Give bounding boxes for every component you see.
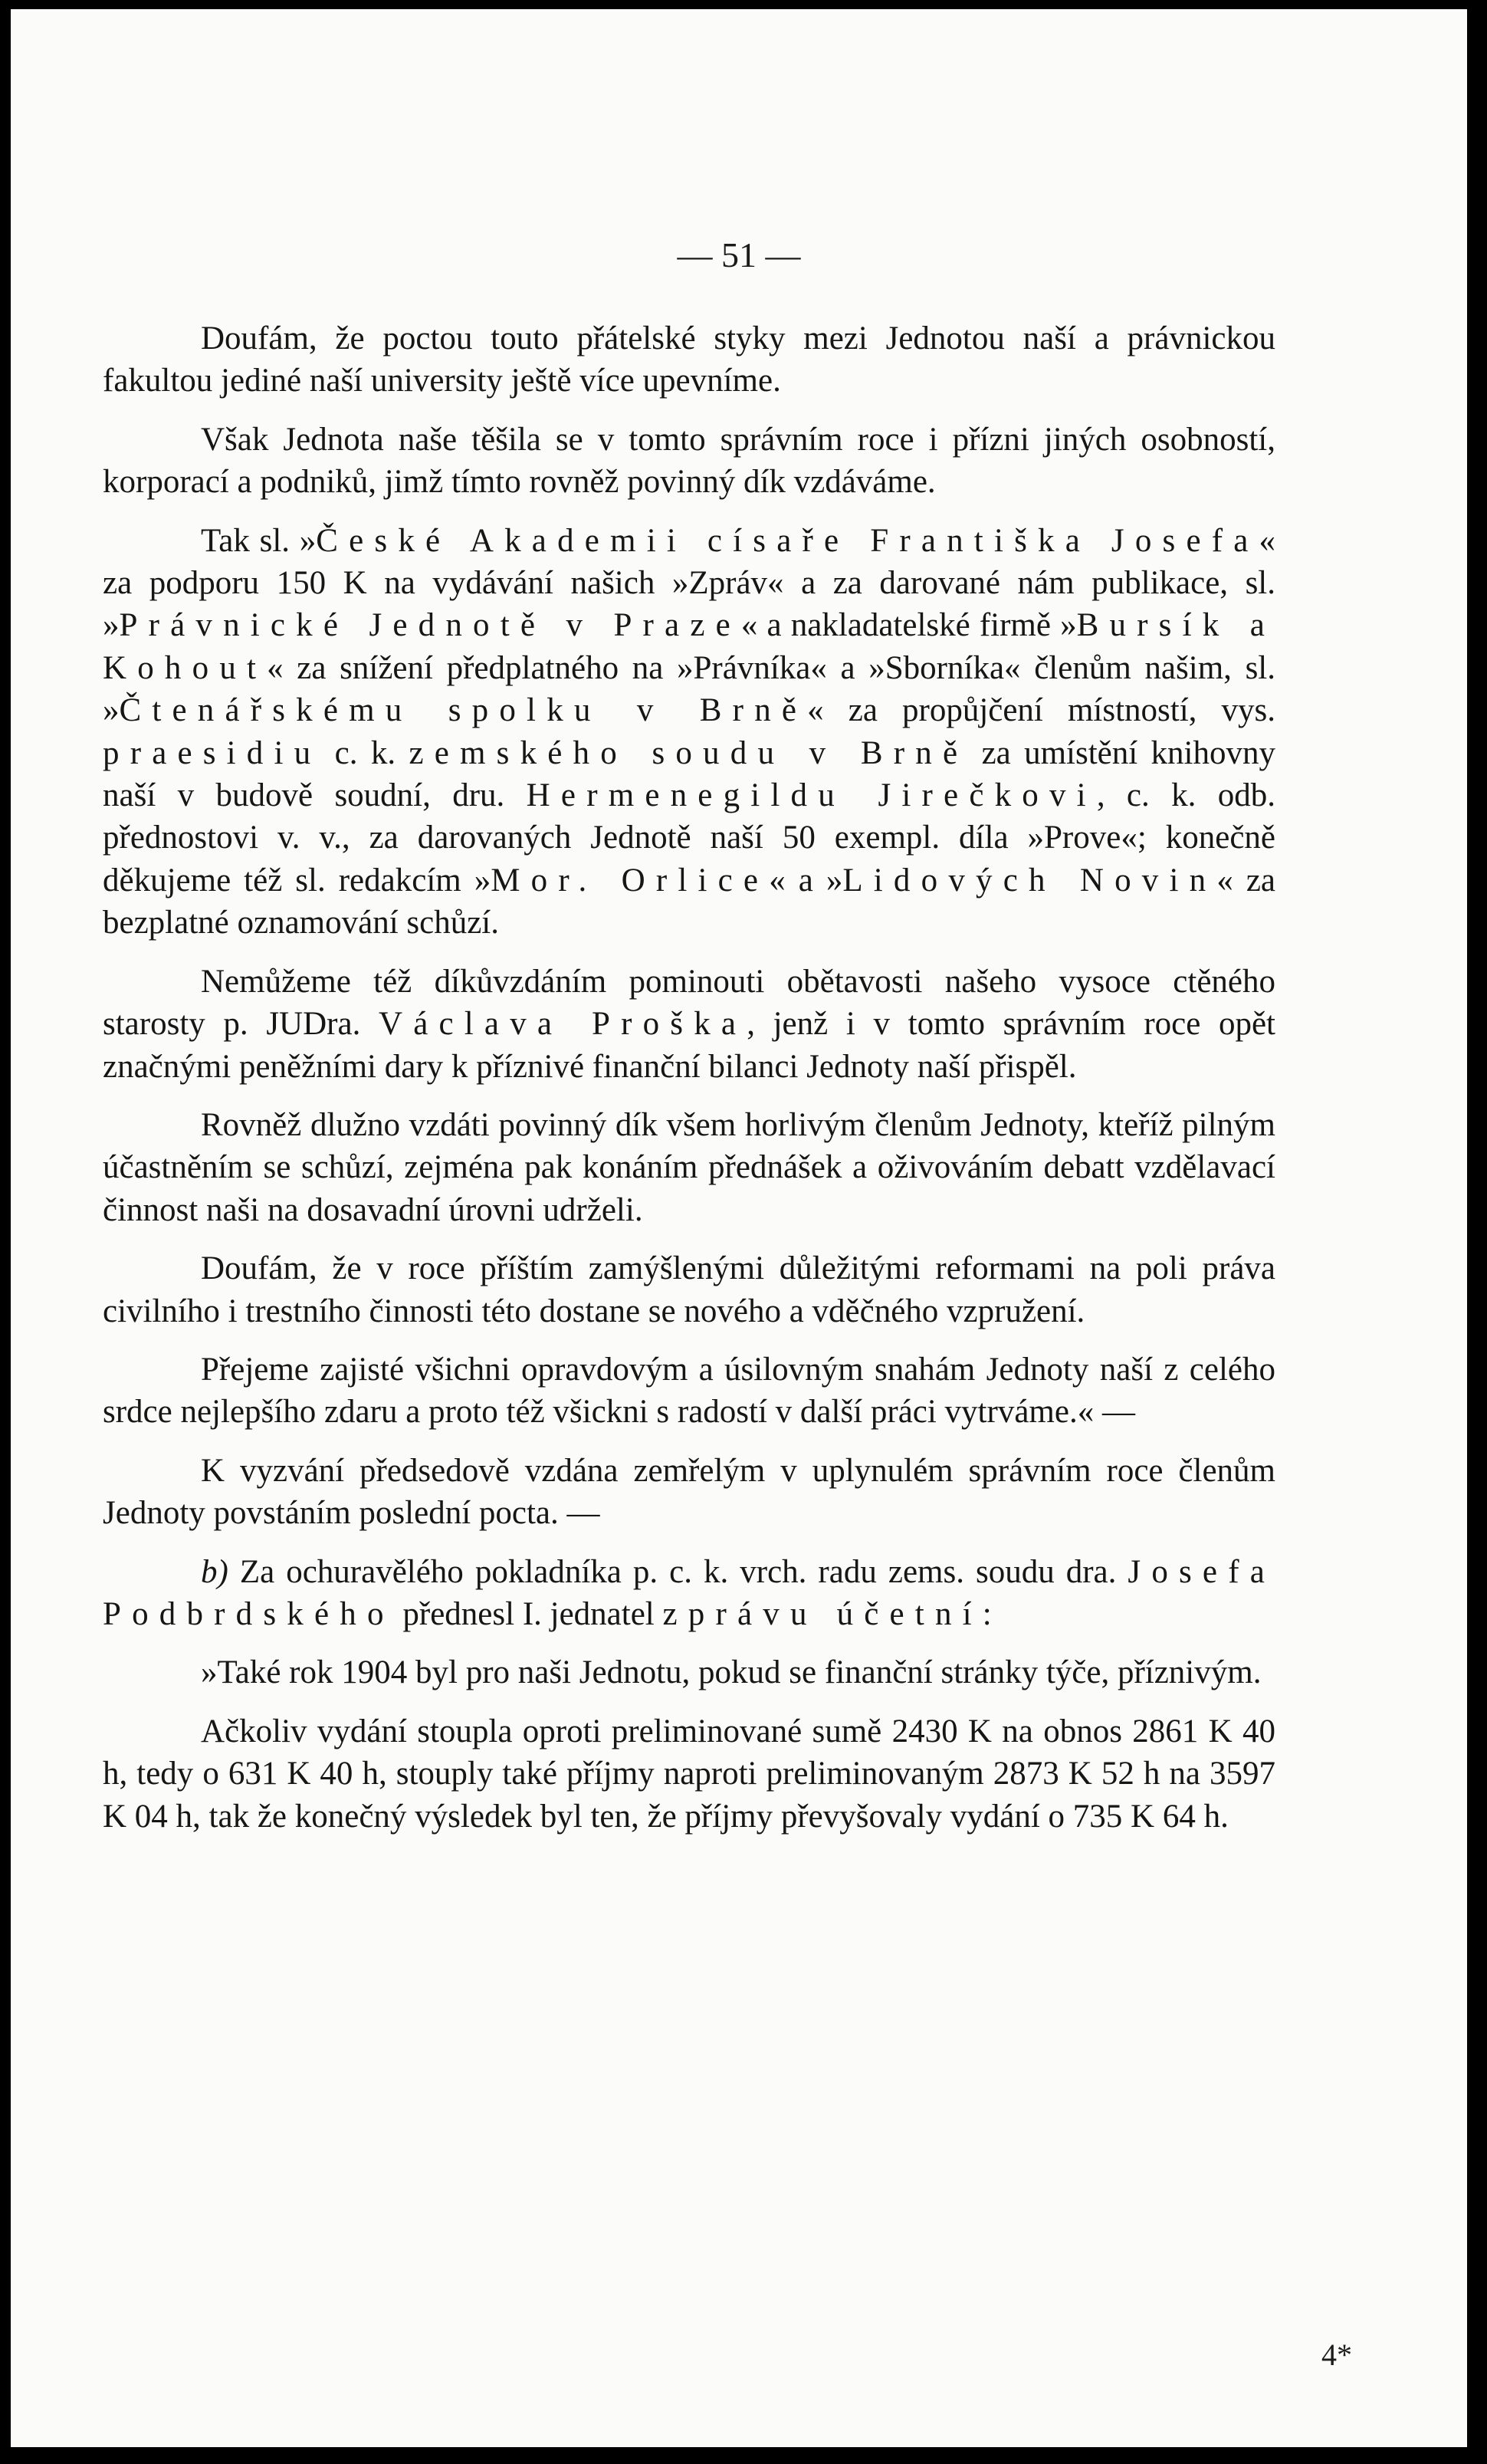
text-run: Však Jednota naše těšila se v tomto správním roce i přízni jiných osobností, korporací a podniků, jimž tímto rovněž povinný dík vzdáváme. [103,421,1275,501]
text-run: Přejeme zajisté všichni opravdovým a úsilovným snahám Jednoty naší z celého srdce nejlepšího zdaru a proto též všickni s radostí v další práci vytrváme.« — [103,1351,1275,1431]
paragraph [103,1450,1275,1535]
page-number: — 51 — [677,235,801,274]
text-run: přednesl I. jednatel [394,1595,663,1632]
paragraph [103,520,1275,945]
paragraph [103,1651,1275,1694]
text-run: « za snížení předplatného na »Právníka« a »Sborníka« členům našim, sl. » [103,649,1275,729]
text-run: « za bezplatné oznamování schůzí. [103,862,1276,941]
text-run: Za ochuravělého pokladníka p. c. k. vrch. radu zems. soudu dra. [228,1553,1128,1590]
text-run: za umístění knihovny naší v budově soudní, dru. [103,734,1275,814]
spaced-emphasis: Lidových Novin [842,862,1217,899]
text-run: , c. k. odb. přednostovi v. v., za darovaných Jednotě naší 50 exempl. díla »Prove«; konečně děkujeme též sl. redakcím » [103,777,1275,899]
spaced-emphasis: zemského soudu v Brně [409,734,969,771]
text-run: Tak sl. » [201,522,317,559]
signature-mark: 4* [1321,2338,1352,2372]
paragraph [103,317,1275,402]
text-run: Ačkoliv vydání stoupla oproti preliminované sumě 2430 K na obnos 2861 K 40 h, tedy o 631 K 40 h, stouply také příjmy naproti preliminovaným 2873 K 52 h na 3597 K 04 h, tak že konečný výsledek byl ten, že příjmy převyšovaly vydání o 735 K 64 h. [103,1713,1275,1835]
text-run: « za propůjčení místností, vys. [807,692,1275,729]
text-run: « a » [769,862,843,899]
text-run: Doufám, že poctou touto přátelské styky mezi Jednotou naší a právnickou fakultou jediné naší university ještě více upevníme. [103,320,1275,399]
paragraph [103,961,1275,1088]
spaced-emphasis: Čtenářskému spolku v Brně [119,692,808,729]
spaced-emphasis: zprávu účetní [662,1595,983,1632]
paragraph [103,1247,1275,1332]
text-run: Rovněž dlužno vzdáti povinný dík všem horlivým členům Jednoty, kteříž pilným účastněním se schůzí, zejména pak konáním přednášek a oživováním debatt vzdělavací činnost naši na dosavadní úrovni udrželi. [103,1106,1275,1228]
text-run: : [982,1595,992,1632]
text-run: , jenž i v tomto správním roce opět značnými peněžními dary k příznivé finanční bilanci Jednoty naší přispěl. [103,1006,1275,1085]
spaced-emphasis: Václava Proška [378,1006,747,1043]
text-run: Doufám, že v roce příštím zamýšlenými důležitými reformami na poli práva civilního i trestního činnosti této dostane se nového a vděčného vzpružení. [103,1250,1275,1329]
text-run: « a nakladatelské firmě » [740,607,1077,644]
paragraph [103,419,1275,504]
book-page [11,9,1467,2447]
text-run: K vyzvání předsedově vzdána zemřelým v uplynulém správním roce členům Jednoty povstáním poslední pocta. — [103,1452,1275,1532]
text-run: « za podporu 150 K na vydávání našich »Zpráv« a za darované nám publikace, sl. » [103,522,1276,644]
body-text [103,317,1275,1854]
spaced-emphasis: Mor. Orlice [491,862,770,899]
paragraph [103,1349,1275,1434]
spaced-emphasis: Josefa Podbrdského [103,1553,1275,1632]
paragraph [103,1710,1275,1838]
spaced-emphasis: Bursík a Kohout [103,607,1275,686]
text-run: Nemůžeme též díkůvzdáním pominouti obětavosti našeho vysoce ctěného starosty p. JUDra. [103,963,1275,1043]
italic-label: b) [201,1553,228,1590]
paragraph [103,1104,1275,1231]
text-run: c. k. [321,734,409,771]
spaced-emphasis: České Akademii císaře Františka Josefa [316,522,1259,559]
spaced-emphasis: Právnické Jednotě v Praze [119,607,741,644]
spaced-emphasis: praesidiu [103,734,322,771]
paragraph [103,1551,1275,1636]
spaced-emphasis: Hermenegildu Jirečkovi [526,777,1097,814]
text-run: »Také rok 1904 byl pro naši Jednotu, pokud se finanční stránky týče, příznivým. [201,1654,1262,1691]
